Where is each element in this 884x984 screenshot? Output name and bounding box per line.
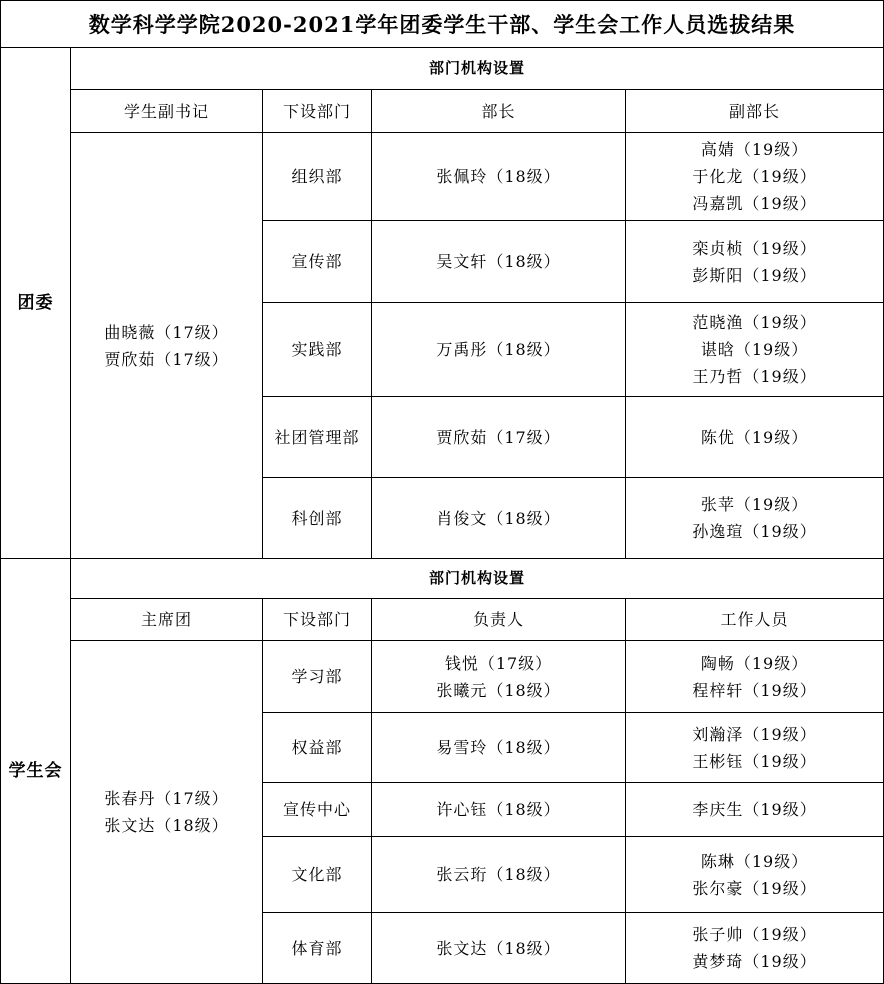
col-header-leader: 学生副书记 bbox=[71, 90, 263, 133]
col-header-head: 部长 bbox=[372, 90, 626, 133]
dept-name: 学习部 bbox=[263, 641, 372, 713]
head-name: 易雪玲（18级） bbox=[436, 738, 561, 757]
head-name: 张云珩（18级） bbox=[436, 865, 561, 884]
head-name: 万禹彤（18级） bbox=[436, 340, 561, 359]
head-cell bbox=[372, 303, 626, 397]
staff-name: 黄梦琦（19级） bbox=[692, 952, 817, 971]
deputy-name: 孙逸瑄（19级） bbox=[692, 522, 817, 541]
staff-name: 张尔豪（19级） bbox=[692, 878, 817, 898]
head-cell bbox=[372, 783, 626, 837]
dept-name: 实践部 bbox=[263, 303, 372, 397]
leader-name: 张春丹（17级） bbox=[104, 789, 229, 808]
org-label-xueshenghui: 学生会 bbox=[1, 559, 71, 984]
deputy-name: 范晓渔（19级） bbox=[692, 313, 817, 332]
head-name: 贾欣茹（17级） bbox=[436, 427, 561, 447]
leader-name: 贾欣茹（17级） bbox=[104, 349, 229, 369]
col-header-presidium: 主席团 bbox=[71, 599, 263, 641]
deputy-name: 王乃哲（19级） bbox=[692, 367, 817, 386]
leader-name: 张文达（18级） bbox=[104, 816, 229, 835]
staff-name: 李庆生（19级） bbox=[692, 800, 817, 819]
dept-name: 组织部 bbox=[263, 133, 372, 221]
head-name: 张文达（18级） bbox=[436, 938, 561, 958]
head-cell bbox=[372, 478, 626, 559]
head-name: 吴文轩（18级） bbox=[436, 252, 561, 271]
col-header-staff: 工作人员 bbox=[626, 599, 884, 641]
deputy-cell bbox=[626, 221, 884, 303]
head-cell bbox=[372, 913, 626, 984]
deputy-name: 张苹（19级） bbox=[700, 495, 809, 514]
dept-name: 社团管理部 bbox=[263, 397, 372, 478]
col-header-dept: 下设部门 bbox=[263, 90, 372, 133]
head-cell bbox=[372, 713, 626, 783]
col-header-dept: 下设部门 bbox=[263, 599, 372, 641]
head-cell bbox=[372, 837, 626, 913]
head-name: 钱悦（17级） bbox=[444, 653, 553, 673]
deputy-name: 谌晗（19级） bbox=[700, 340, 809, 359]
head-cell bbox=[372, 397, 626, 478]
head-name: 肖俊文（18级） bbox=[436, 508, 561, 528]
dept-name: 宣传部 bbox=[263, 221, 372, 303]
dept-name: 权益部 bbox=[263, 713, 372, 783]
head-cell bbox=[372, 221, 626, 303]
staff-name: 程梓轩（19级） bbox=[692, 680, 817, 700]
head-name: 张曦元（18级） bbox=[436, 680, 561, 700]
deputy-name: 冯嘉凯（19级） bbox=[692, 194, 817, 213]
deputy-name: 于化龙（19级） bbox=[692, 167, 817, 186]
col-header-head: 负责人 bbox=[372, 599, 626, 641]
section-header-xueshenghui: 部门机构设置 bbox=[71, 559, 884, 599]
deputy-name: 高婧（19级） bbox=[700, 140, 809, 159]
staff-cell bbox=[626, 837, 884, 913]
leaders-cell bbox=[71, 641, 263, 984]
section-header-tuanwei: 部门机构设置 bbox=[71, 48, 884, 90]
deputy-name: 陈优（19级） bbox=[700, 427, 809, 447]
deputy-name: 彭斯阳（19级） bbox=[692, 265, 817, 285]
staff-cell bbox=[626, 641, 884, 713]
staff-cell bbox=[626, 913, 884, 984]
deputy-cell bbox=[626, 478, 884, 559]
dept-name: 体育部 bbox=[263, 913, 372, 984]
head-cell bbox=[372, 641, 626, 713]
deputy-cell bbox=[626, 303, 884, 397]
document-title: 数学科学学院2020-2021学年团委学生干部、学生会工作人员选拔结果 bbox=[1, 1, 884, 48]
dept-name: 科创部 bbox=[263, 478, 372, 559]
dept-name: 文化部 bbox=[263, 837, 372, 913]
leader-name: 曲晓薇（17级） bbox=[104, 322, 229, 342]
head-name: 许心钰（18级） bbox=[436, 800, 561, 819]
staff-name: 张子帅（19级） bbox=[692, 925, 817, 944]
deputy-cell bbox=[626, 397, 884, 478]
staff-name: 陈琳（19级） bbox=[700, 851, 809, 871]
staff-name: 陶畅（19级） bbox=[700, 653, 809, 673]
staff-cell bbox=[626, 713, 884, 783]
col-header-deputy: 副部长 bbox=[626, 90, 884, 133]
head-cell bbox=[372, 133, 626, 221]
staff-name: 刘瀚泽（19级） bbox=[692, 724, 817, 744]
staff-name: 王彬钰（19级） bbox=[692, 751, 817, 771]
head-name: 张佩玲（18级） bbox=[436, 167, 561, 186]
leaders-cell bbox=[71, 133, 263, 559]
dept-name: 宣传中心 bbox=[263, 783, 372, 837]
org-label-tuanwei: 团委 bbox=[1, 48, 71, 559]
deputy-cell bbox=[626, 133, 884, 221]
deputy-name: 栾贞桢（19级） bbox=[692, 238, 817, 258]
staff-cell bbox=[626, 783, 884, 837]
